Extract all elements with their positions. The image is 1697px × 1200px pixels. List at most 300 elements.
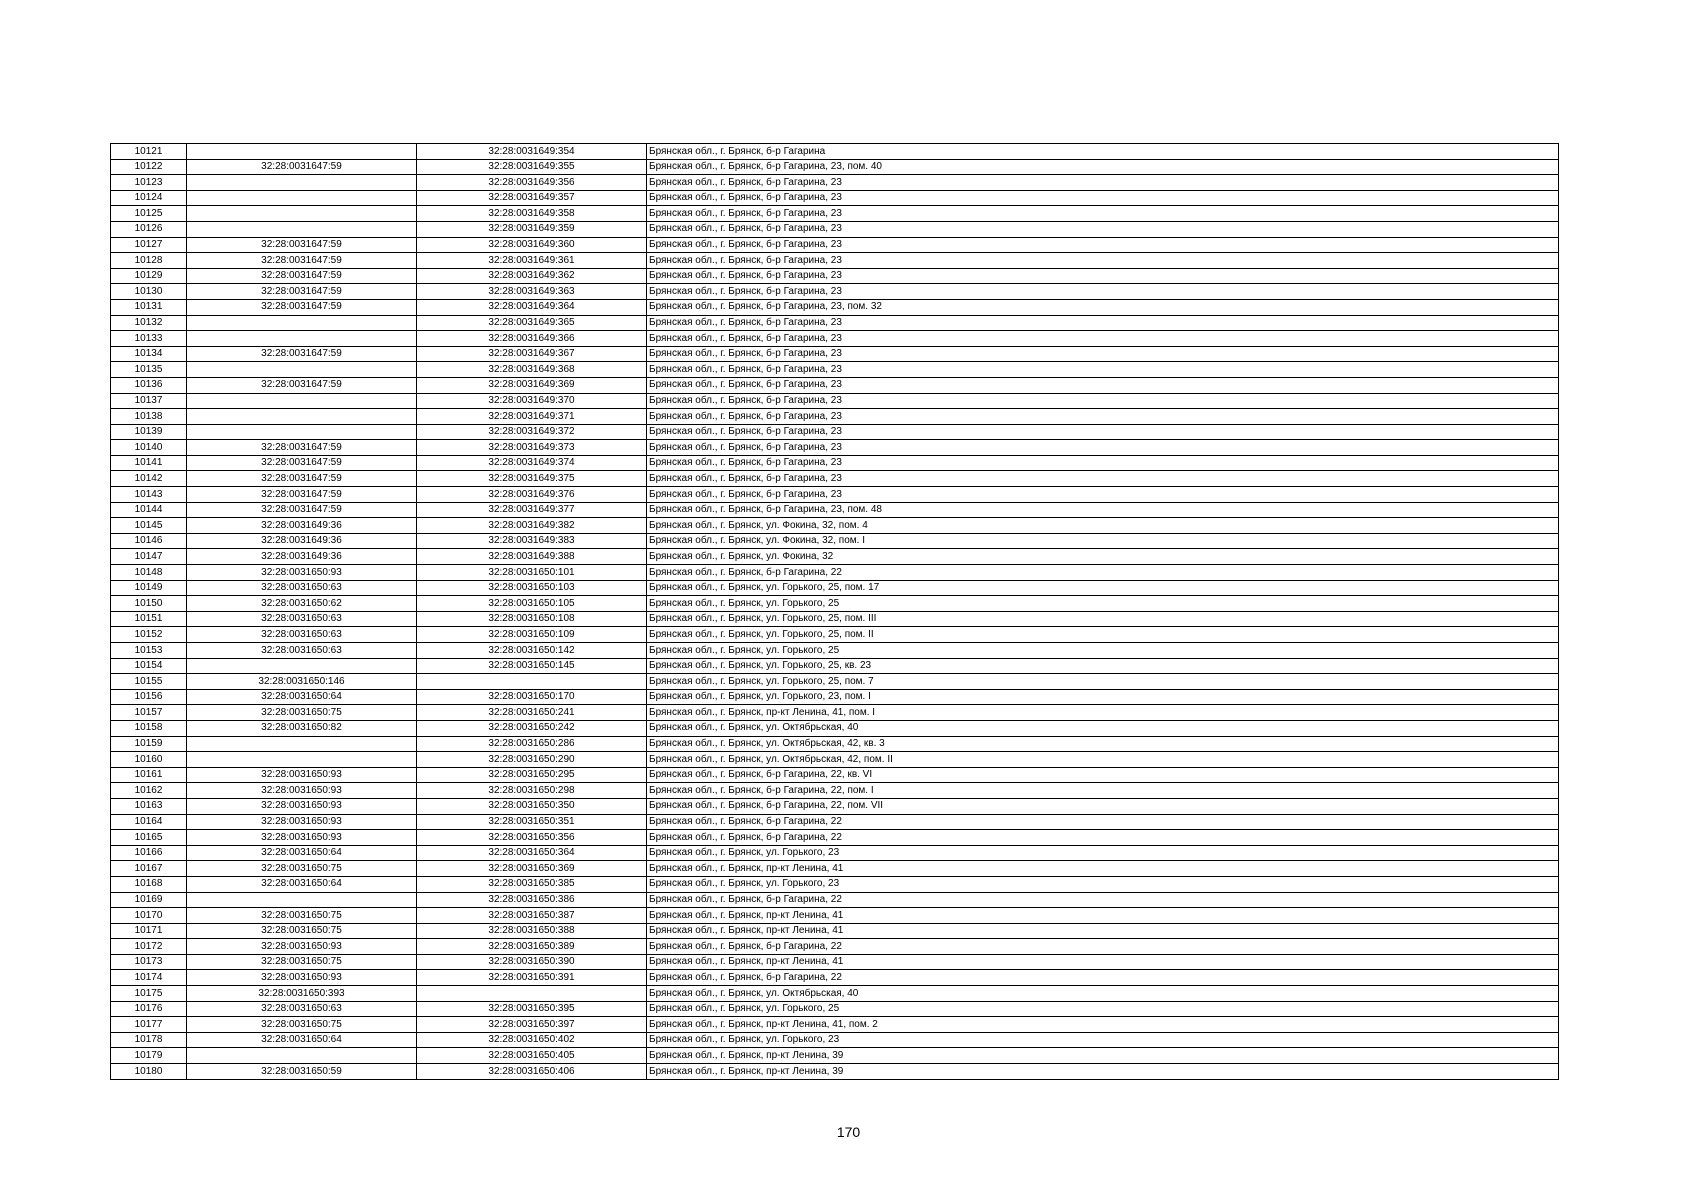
cadastral-number-cell: 32:28:0031650:405 bbox=[417, 1048, 647, 1064]
parent-cadastral-number-cell: 32:28:0031649:36 bbox=[187, 518, 417, 534]
table-row bbox=[111, 144, 1559, 160]
parent-cadastral-number-cell: 32:28:0031650:93 bbox=[187, 830, 417, 846]
parent-cadastral-number-cell: 32:28:0031649:36 bbox=[187, 549, 417, 565]
cadastral-number-cell: 32:28:0031649:365 bbox=[417, 315, 647, 331]
parent-cadastral-number-cell: 32:28:0031650:64 bbox=[187, 689, 417, 705]
address-cell: Брянская обл., г. Брянск, б-р Гагарина, 22 bbox=[647, 970, 1559, 986]
address-cell: Брянская обл., г. Брянск, б-р Гагарина, 23, пом. 40 bbox=[647, 159, 1559, 175]
address-cell: Брянская обл., г. Брянск, б-р Гагарина, 22 bbox=[647, 830, 1559, 846]
table-row bbox=[111, 487, 1559, 503]
parent-cadastral-number-cell: 32:28:0031647:59 bbox=[187, 502, 417, 518]
address-cell: Брянская обл., г. Брянск, б-р Гагарина bbox=[647, 144, 1559, 160]
table-row bbox=[111, 627, 1559, 643]
parent-cadastral-number-cell: 32:28:0031650:63 bbox=[187, 611, 417, 627]
row-number-cell: 10150 bbox=[111, 596, 187, 612]
parent-cadastral-number-cell: 32:28:0031650:64 bbox=[187, 845, 417, 861]
row-number-cell: 10140 bbox=[111, 440, 187, 456]
table-row bbox=[111, 954, 1559, 970]
row-number-cell: 10137 bbox=[111, 393, 187, 409]
cadastral-number-cell: 32:28:0031650:388 bbox=[417, 923, 647, 939]
parent-cadastral-number-cell bbox=[187, 658, 417, 674]
row-number-cell: 10164 bbox=[111, 814, 187, 830]
parent-cadastral-number-cell: 32:28:0031650:64 bbox=[187, 876, 417, 892]
table-row bbox=[111, 549, 1559, 565]
address-cell: Брянская обл., г. Брянск, б-р Гагарина, 23 bbox=[647, 268, 1559, 284]
address-cell: Брянская обл., г. Брянск, б-р Гагарина, 22 bbox=[647, 892, 1559, 908]
cadastral-number-cell: 32:28:0031650:386 bbox=[417, 892, 647, 908]
row-number-cell: 10121 bbox=[111, 144, 187, 160]
row-number-cell: 10122 bbox=[111, 159, 187, 175]
parent-cadastral-number-cell: 32:28:0031650:75 bbox=[187, 705, 417, 721]
row-number-cell: 10161 bbox=[111, 767, 187, 783]
cadastral-number-cell: 32:28:0031649:367 bbox=[417, 346, 647, 362]
table-row bbox=[111, 876, 1559, 892]
cadastral-number-cell: 32:28:0031650:290 bbox=[417, 752, 647, 768]
registry-table-body bbox=[111, 144, 1559, 1080]
table-row bbox=[111, 362, 1559, 378]
table-row bbox=[111, 705, 1559, 721]
parent-cadastral-number-cell: 32:28:0031650:64 bbox=[187, 1032, 417, 1048]
row-number-cell: 10149 bbox=[111, 580, 187, 596]
table-row bbox=[111, 284, 1559, 300]
address-cell: Брянская обл., г. Брянск, б-р Гагарина, 22 bbox=[647, 565, 1559, 581]
address-cell: Брянская обл., г. Брянск, б-р Гагарина, 23 bbox=[647, 424, 1559, 440]
address-cell: Брянская обл., г. Брянск, пр-кт Ленина, 41 bbox=[647, 923, 1559, 939]
row-number-cell: 10152 bbox=[111, 627, 187, 643]
row-number-cell: 10125 bbox=[111, 206, 187, 222]
row-number-cell: 10127 bbox=[111, 237, 187, 253]
parent-cadastral-number-cell: 32:28:0031650:62 bbox=[187, 596, 417, 612]
row-number-cell: 10166 bbox=[111, 845, 187, 861]
cadastral-number-cell: 32:28:0031649:358 bbox=[417, 206, 647, 222]
row-number-cell: 10146 bbox=[111, 533, 187, 549]
address-cell: Брянская обл., г. Брянск, пр-кт Ленина, 39 bbox=[647, 1064, 1559, 1080]
address-cell: Брянская обл., г. Брянск, ул. Горького, 25 bbox=[647, 1001, 1559, 1017]
cadastral-number-cell: 32:28:0031649:375 bbox=[417, 471, 647, 487]
table-row bbox=[111, 689, 1559, 705]
cadastral-number-cell: 32:28:0031649:361 bbox=[417, 253, 647, 269]
address-cell: Брянская обл., г. Брянск, б-р Гагарина, 23 bbox=[647, 377, 1559, 393]
row-number-cell: 10126 bbox=[111, 221, 187, 237]
row-number-cell: 10132 bbox=[111, 315, 187, 331]
parent-cadastral-number-cell bbox=[187, 736, 417, 752]
cadastral-number-cell: 32:28:0031650:402 bbox=[417, 1032, 647, 1048]
parent-cadastral-number-cell: 32:28:0031647:59 bbox=[187, 253, 417, 269]
row-number-cell: 10157 bbox=[111, 705, 187, 721]
parent-cadastral-number-cell: 32:28:0031647:59 bbox=[187, 159, 417, 175]
cadastral-number-cell: 32:28:0031650:105 bbox=[417, 596, 647, 612]
table-row bbox=[111, 268, 1559, 284]
address-cell: Брянская обл., г. Брянск, пр-кт Ленина, 41 bbox=[647, 954, 1559, 970]
table-row bbox=[111, 736, 1559, 752]
table-row bbox=[111, 986, 1559, 1002]
parent-cadastral-number-cell: 32:28:0031650:75 bbox=[187, 954, 417, 970]
cadastral-number-cell: 32:28:0031650:286 bbox=[417, 736, 647, 752]
cadastral-number-cell: 32:28:0031649:376 bbox=[417, 487, 647, 503]
row-number-cell: 10180 bbox=[111, 1064, 187, 1080]
parent-cadastral-number-cell bbox=[187, 315, 417, 331]
table-row bbox=[111, 814, 1559, 830]
address-cell: Брянская обл., г. Брянск, б-р Гагарина, 23 bbox=[647, 206, 1559, 222]
parent-cadastral-number-cell: 32:28:0031647:59 bbox=[187, 299, 417, 315]
cadastral-number-cell: 32:28:0031650:295 bbox=[417, 767, 647, 783]
table-row bbox=[111, 393, 1559, 409]
address-cell: Брянская обл., г. Брянск, б-р Гагарина, 23 bbox=[647, 237, 1559, 253]
table-row bbox=[111, 237, 1559, 253]
address-cell: Брянская обл., г. Брянск, б-р Гагарина, 22, пом. VII bbox=[647, 798, 1559, 814]
cadastral-number-cell: 32:28:0031650:350 bbox=[417, 798, 647, 814]
address-cell: Брянская обл., г. Брянск, ул. Горького, 25, пом. 7 bbox=[647, 674, 1559, 690]
parent-cadastral-number-cell: 32:28:0031650:93 bbox=[187, 939, 417, 955]
address-cell: Брянская обл., г. Брянск, б-р Гагарина, 23 bbox=[647, 221, 1559, 237]
row-number-cell: 10130 bbox=[111, 284, 187, 300]
row-number-cell: 10138 bbox=[111, 409, 187, 425]
cadastral-number-cell: 32:28:0031649:374 bbox=[417, 455, 647, 471]
address-cell: Брянская обл., г. Брянск, ул. Горького, 25, кв. 23 bbox=[647, 658, 1559, 674]
address-cell: Брянская обл., г. Брянск, б-р Гагарина, 23 bbox=[647, 440, 1559, 456]
address-cell: Брянская обл., г. Брянск, б-р Гагарина, 23, пом. 48 bbox=[647, 502, 1559, 518]
parent-cadastral-number-cell: 32:28:0031650:59 bbox=[187, 1064, 417, 1080]
table-row bbox=[111, 611, 1559, 627]
address-cell: Брянская обл., г. Брянск, б-р Гагарина, 22 bbox=[647, 814, 1559, 830]
table-row bbox=[111, 502, 1559, 518]
cadastral-number-cell: 32:28:0031649:355 bbox=[417, 159, 647, 175]
address-cell: Брянская обл., г. Брянск, б-р Гагарина, 23 bbox=[647, 190, 1559, 206]
row-number-cell: 10175 bbox=[111, 986, 187, 1002]
row-number-cell: 10124 bbox=[111, 190, 187, 206]
address-cell: Брянская обл., г. Брянск, б-р Гагарина, 23 bbox=[647, 284, 1559, 300]
table-row bbox=[111, 845, 1559, 861]
address-cell: Брянская обл., г. Брянск, б-р Гагарина, 22 bbox=[647, 939, 1559, 955]
row-number-cell: 10177 bbox=[111, 1017, 187, 1033]
row-number-cell: 10172 bbox=[111, 939, 187, 955]
cadastral-number-cell: 32:28:0031650:242 bbox=[417, 720, 647, 736]
table-row bbox=[111, 533, 1559, 549]
table-row bbox=[111, 346, 1559, 362]
address-cell: Брянская обл., г. Брянск, б-р Гагарина, 23 bbox=[647, 346, 1559, 362]
parent-cadastral-number-cell bbox=[187, 331, 417, 347]
cadastral-number-cell: 32:28:0031650:356 bbox=[417, 830, 647, 846]
cadastral-number-cell: 32:28:0031650:170 bbox=[417, 689, 647, 705]
table-row bbox=[111, 299, 1559, 315]
parent-cadastral-number-cell bbox=[187, 409, 417, 425]
address-cell: Брянская обл., г. Брянск, ул. Горького, 25, пом. III bbox=[647, 611, 1559, 627]
table-row bbox=[111, 798, 1559, 814]
cadastral-number-cell: 32:28:0031649:369 bbox=[417, 377, 647, 393]
row-number-cell: 10123 bbox=[111, 175, 187, 191]
parent-cadastral-number-cell: 32:28:0031650:75 bbox=[187, 923, 417, 939]
parent-cadastral-number-cell bbox=[187, 175, 417, 191]
cadastral-number-cell: 32:28:0031649:383 bbox=[417, 533, 647, 549]
table-row bbox=[111, 565, 1559, 581]
address-cell: Брянская обл., г. Брянск, ул. Октябрьская, 40 bbox=[647, 720, 1559, 736]
parent-cadastral-number-cell: 32:28:0031647:59 bbox=[187, 284, 417, 300]
address-cell: Брянская обл., г. Брянск, б-р Гагарина, 23 bbox=[647, 331, 1559, 347]
cadastral-number-cell: 32:28:0031649:370 bbox=[417, 393, 647, 409]
table-row bbox=[111, 923, 1559, 939]
cadastral-number-cell: 32:28:0031650:385 bbox=[417, 876, 647, 892]
address-cell: Брянская обл., г. Брянск, б-р Гагарина, 22, пом. I bbox=[647, 783, 1559, 799]
cadastral-number-cell: 32:28:0031650:142 bbox=[417, 643, 647, 659]
row-number-cell: 10173 bbox=[111, 954, 187, 970]
row-number-cell: 10154 bbox=[111, 658, 187, 674]
address-cell: Брянская обл., г. Брянск, пр-кт Ленина, 41 bbox=[647, 861, 1559, 877]
row-number-cell: 10158 bbox=[111, 720, 187, 736]
cadastral-number-cell: 32:28:0031649:382 bbox=[417, 518, 647, 534]
table-row bbox=[111, 1064, 1559, 1080]
parent-cadastral-number-cell: 32:28:0031650:63 bbox=[187, 580, 417, 596]
row-number-cell: 10170 bbox=[111, 908, 187, 924]
address-cell: Брянская обл., г. Брянск, пр-кт Ленина, 39 bbox=[647, 1048, 1559, 1064]
table-row bbox=[111, 190, 1559, 206]
parent-cadastral-number-cell: 32:28:0031650:93 bbox=[187, 565, 417, 581]
address-cell: Брянская обл., г. Брянск, ул. Горького, 23, пом. I bbox=[647, 689, 1559, 705]
parent-cadastral-number-cell bbox=[187, 362, 417, 378]
cadastral-number-cell: 32:28:0031649:373 bbox=[417, 440, 647, 456]
row-number-cell: 10162 bbox=[111, 783, 187, 799]
address-cell: Брянская обл., г. Брянск, б-р Гагарина, 23 bbox=[647, 471, 1559, 487]
cadastral-number-cell: 32:28:0031649:368 bbox=[417, 362, 647, 378]
table-row bbox=[111, 331, 1559, 347]
parent-cadastral-number-cell: 32:28:0031647:59 bbox=[187, 268, 417, 284]
address-cell: Брянская обл., г. Брянск, ул. Октябрьская, 42, пом. II bbox=[647, 752, 1559, 768]
address-cell: Брянская обл., г. Брянск, пр-кт Ленина, 41 bbox=[647, 908, 1559, 924]
cadastral-number-cell: 32:28:0031650:391 bbox=[417, 970, 647, 986]
cadastral-number-cell: 32:28:0031650:351 bbox=[417, 814, 647, 830]
table-row bbox=[111, 518, 1559, 534]
row-number-cell: 10176 bbox=[111, 1001, 187, 1017]
table-row bbox=[111, 1017, 1559, 1033]
table-row bbox=[111, 908, 1559, 924]
row-number-cell: 10142 bbox=[111, 471, 187, 487]
table-row bbox=[111, 471, 1559, 487]
row-number-cell: 10169 bbox=[111, 892, 187, 908]
row-number-cell: 10134 bbox=[111, 346, 187, 362]
parent-cadastral-number-cell: 32:28:0031647:59 bbox=[187, 377, 417, 393]
row-number-cell: 10135 bbox=[111, 362, 187, 378]
row-number-cell: 10141 bbox=[111, 455, 187, 471]
parent-cadastral-number-cell bbox=[187, 424, 417, 440]
page-number: 170 bbox=[836, 1124, 861, 1140]
cadastral-number-cell: 32:28:0031650:109 bbox=[417, 627, 647, 643]
parent-cadastral-number-cell bbox=[187, 752, 417, 768]
parent-cadastral-number-cell: 32:28:0031647:59 bbox=[187, 346, 417, 362]
address-cell: Брянская обл., г. Брянск, ул. Октябрьская, 40 bbox=[647, 986, 1559, 1002]
cadastral-number-cell: 32:28:0031649:360 bbox=[417, 237, 647, 253]
address-cell: Брянская обл., г. Брянск, б-р Гагарина, 23 bbox=[647, 393, 1559, 409]
cadastral-number-cell: 32:28:0031649:362 bbox=[417, 268, 647, 284]
table-row bbox=[111, 1032, 1559, 1048]
parent-cadastral-number-cell: 32:28:0031650:82 bbox=[187, 720, 417, 736]
cadastral-number-cell bbox=[417, 986, 647, 1002]
table-row bbox=[111, 596, 1559, 612]
address-cell: Брянская обл., г. Брянск, ул. Фокина, 32, пом. I bbox=[647, 533, 1559, 549]
cadastral-number-cell: 32:28:0031649:356 bbox=[417, 175, 647, 191]
row-number-cell: 10133 bbox=[111, 331, 187, 347]
address-cell: Брянская обл., г. Брянск, б-р Гагарина, 23 bbox=[647, 362, 1559, 378]
address-cell: Брянская обл., г. Брянск, б-р Гагарина, 23 bbox=[647, 315, 1559, 331]
row-number-cell: 10168 bbox=[111, 876, 187, 892]
table-row bbox=[111, 658, 1559, 674]
table-row bbox=[111, 455, 1559, 471]
row-number-cell: 10178 bbox=[111, 1032, 187, 1048]
address-cell: Брянская обл., г. Брянск, ул. Фокина, 32, пом. 4 bbox=[647, 518, 1559, 534]
table-row bbox=[111, 221, 1559, 237]
address-cell: Брянская обл., г. Брянск, б-р Гагарина, 23 bbox=[647, 253, 1559, 269]
parent-cadastral-number-cell: 32:28:0031650:75 bbox=[187, 908, 417, 924]
parent-cadastral-number-cell bbox=[187, 892, 417, 908]
cadastral-number-cell: 32:28:0031650:406 bbox=[417, 1064, 647, 1080]
parent-cadastral-number-cell: 32:28:0031647:59 bbox=[187, 440, 417, 456]
row-number-cell: 10159 bbox=[111, 736, 187, 752]
table-row bbox=[111, 175, 1559, 191]
table-row bbox=[111, 643, 1559, 659]
row-number-cell: 10136 bbox=[111, 377, 187, 393]
parent-cadastral-number-cell: 32:28:0031650:146 bbox=[187, 674, 417, 690]
cadastral-number-cell bbox=[417, 674, 647, 690]
parent-cadastral-number-cell bbox=[187, 393, 417, 409]
row-number-cell: 10156 bbox=[111, 689, 187, 705]
cadastral-number-cell: 32:28:0031650:395 bbox=[417, 1001, 647, 1017]
address-cell: Брянская обл., г. Брянск, ул. Октябрьская, 42, кв. 3 bbox=[647, 736, 1559, 752]
cadastral-number-cell: 32:28:0031650:298 bbox=[417, 783, 647, 799]
table-row bbox=[111, 830, 1559, 846]
row-number-cell: 10144 bbox=[111, 502, 187, 518]
cadastral-number-cell: 32:28:0031650:389 bbox=[417, 939, 647, 955]
address-cell: Брянская обл., г. Брянск, ул. Горького, 25, пом. 17 bbox=[647, 580, 1559, 596]
row-number-cell: 10165 bbox=[111, 830, 187, 846]
cadastral-number-cell: 32:28:0031650:101 bbox=[417, 565, 647, 581]
parent-cadastral-number-cell: 32:28:0031650:63 bbox=[187, 1001, 417, 1017]
cadastral-number-cell: 32:28:0031649:364 bbox=[417, 299, 647, 315]
cadastral-number-cell: 32:28:0031650:241 bbox=[417, 705, 647, 721]
parent-cadastral-number-cell: 32:28:0031649:36 bbox=[187, 533, 417, 549]
row-number-cell: 10153 bbox=[111, 643, 187, 659]
cadastral-number-cell: 32:28:0031649:377 bbox=[417, 502, 647, 518]
cadastral-number-cell: 32:28:0031649:354 bbox=[417, 144, 647, 160]
parent-cadastral-number-cell bbox=[187, 190, 417, 206]
table-row bbox=[111, 674, 1559, 690]
address-cell: Брянская обл., г. Брянск, ул. Горького, 23 bbox=[647, 845, 1559, 861]
table-row bbox=[111, 861, 1559, 877]
row-number-cell: 10160 bbox=[111, 752, 187, 768]
table-row bbox=[111, 253, 1559, 269]
table-row bbox=[111, 970, 1559, 986]
address-cell: Брянская обл., г. Брянск, ул. Горького, 23 bbox=[647, 876, 1559, 892]
parent-cadastral-number-cell: 32:28:0031650:63 bbox=[187, 627, 417, 643]
table-row bbox=[111, 580, 1559, 596]
parent-cadastral-number-cell: 32:28:0031647:59 bbox=[187, 471, 417, 487]
address-cell: Брянская обл., г. Брянск, пр-кт Ленина, 41, пом. I bbox=[647, 705, 1559, 721]
parent-cadastral-number-cell: 32:28:0031650:93 bbox=[187, 814, 417, 830]
table-row bbox=[111, 440, 1559, 456]
address-cell: Брянская обл., г. Брянск, ул. Фокина, 32 bbox=[647, 549, 1559, 565]
table-row bbox=[111, 720, 1559, 736]
row-number-cell: 10163 bbox=[111, 798, 187, 814]
cadastral-number-cell: 32:28:0031649:357 bbox=[417, 190, 647, 206]
parent-cadastral-number-cell: 32:28:0031647:59 bbox=[187, 487, 417, 503]
parent-cadastral-number-cell: 32:28:0031650:63 bbox=[187, 643, 417, 659]
table-row bbox=[111, 409, 1559, 425]
table-row bbox=[111, 159, 1559, 175]
parent-cadastral-number-cell bbox=[187, 206, 417, 222]
table-row bbox=[111, 424, 1559, 440]
cadastral-number-cell: 32:28:0031649:366 bbox=[417, 331, 647, 347]
address-cell: Брянская обл., г. Брянск, ул. Горького, 25 bbox=[647, 643, 1559, 659]
parent-cadastral-number-cell: 32:28:0031650:75 bbox=[187, 1017, 417, 1033]
address-cell: Брянская обл., г. Брянск, ул. Горького, 23 bbox=[647, 1032, 1559, 1048]
cadastral-number-cell: 32:28:0031649:363 bbox=[417, 284, 647, 300]
address-cell: Брянская обл., г. Брянск, б-р Гагарина, 22, кв. VI bbox=[647, 767, 1559, 783]
row-number-cell: 10139 bbox=[111, 424, 187, 440]
address-cell: Брянская обл., г. Брянск, б-р Гагарина, 23, пом. 32 bbox=[647, 299, 1559, 315]
row-number-cell: 10131 bbox=[111, 299, 187, 315]
table-row bbox=[111, 377, 1559, 393]
address-cell: Брянская обл., г. Брянск, б-р Гагарина, 23 bbox=[647, 487, 1559, 503]
cadastral-number-cell: 32:28:0031650:145 bbox=[417, 658, 647, 674]
row-number-cell: 10174 bbox=[111, 970, 187, 986]
table-row bbox=[111, 315, 1559, 331]
address-cell: Брянская обл., г. Брянск, б-р Гагарина, 23 bbox=[647, 409, 1559, 425]
table-row bbox=[111, 1048, 1559, 1064]
cadastral-number-cell: 32:28:0031650:387 bbox=[417, 908, 647, 924]
row-number-cell: 10155 bbox=[111, 674, 187, 690]
parent-cadastral-number-cell: 32:28:0031650:93 bbox=[187, 783, 417, 799]
row-number-cell: 10151 bbox=[111, 611, 187, 627]
address-cell: Брянская обл., г. Брянск, ул. Горького, 25 bbox=[647, 596, 1559, 612]
address-cell: Брянская обл., г. Брянск, ул. Горького, 25, пом. II bbox=[647, 627, 1559, 643]
row-number-cell: 10147 bbox=[111, 549, 187, 565]
table-row bbox=[111, 206, 1559, 222]
registry-table bbox=[110, 143, 1559, 1080]
table-row bbox=[111, 1001, 1559, 1017]
table-row bbox=[111, 939, 1559, 955]
row-number-cell: 10171 bbox=[111, 923, 187, 939]
parent-cadastral-number-cell bbox=[187, 144, 417, 160]
row-number-cell: 10148 bbox=[111, 565, 187, 581]
parent-cadastral-number-cell: 32:28:0031650:93 bbox=[187, 970, 417, 986]
cadastral-number-cell: 32:28:0031650:108 bbox=[417, 611, 647, 627]
address-cell: Брянская обл., г. Брянск, б-р Гагарина, 23 bbox=[647, 175, 1559, 191]
parent-cadastral-number-cell bbox=[187, 221, 417, 237]
table-row bbox=[111, 752, 1559, 768]
address-cell: Брянская обл., г. Брянск, пр-кт Ленина, 41, пом. 2 bbox=[647, 1017, 1559, 1033]
cadastral-number-cell: 32:28:0031649:388 bbox=[417, 549, 647, 565]
parent-cadastral-number-cell bbox=[187, 1048, 417, 1064]
parent-cadastral-number-cell: 32:28:0031650:93 bbox=[187, 767, 417, 783]
cadastral-number-cell: 32:28:0031649:371 bbox=[417, 409, 647, 425]
cadastral-number-cell: 32:28:0031650:364 bbox=[417, 845, 647, 861]
cadastral-number-cell: 32:28:0031649:372 bbox=[417, 424, 647, 440]
row-number-cell: 10143 bbox=[111, 487, 187, 503]
parent-cadastral-number-cell: 32:28:0031647:59 bbox=[187, 237, 417, 253]
row-number-cell: 10167 bbox=[111, 861, 187, 877]
parent-cadastral-number-cell: 32:28:0031650:93 bbox=[187, 798, 417, 814]
cadastral-number-cell: 32:28:0031649:359 bbox=[417, 221, 647, 237]
table-row bbox=[111, 783, 1559, 799]
cadastral-number-cell: 32:28:0031650:390 bbox=[417, 954, 647, 970]
row-number-cell: 10145 bbox=[111, 518, 187, 534]
row-number-cell: 10179 bbox=[111, 1048, 187, 1064]
cadastral-number-cell: 32:28:0031650:369 bbox=[417, 861, 647, 877]
row-number-cell: 10128 bbox=[111, 253, 187, 269]
parent-cadastral-number-cell: 32:28:0031650:75 bbox=[187, 861, 417, 877]
row-number-cell: 10129 bbox=[111, 268, 187, 284]
cadastral-number-cell: 32:28:0031650:103 bbox=[417, 580, 647, 596]
table-row bbox=[111, 767, 1559, 783]
parent-cadastral-number-cell: 32:28:0031650:393 bbox=[187, 986, 417, 1002]
address-cell: Брянская обл., г. Брянск, б-р Гагарина, 23 bbox=[647, 455, 1559, 471]
